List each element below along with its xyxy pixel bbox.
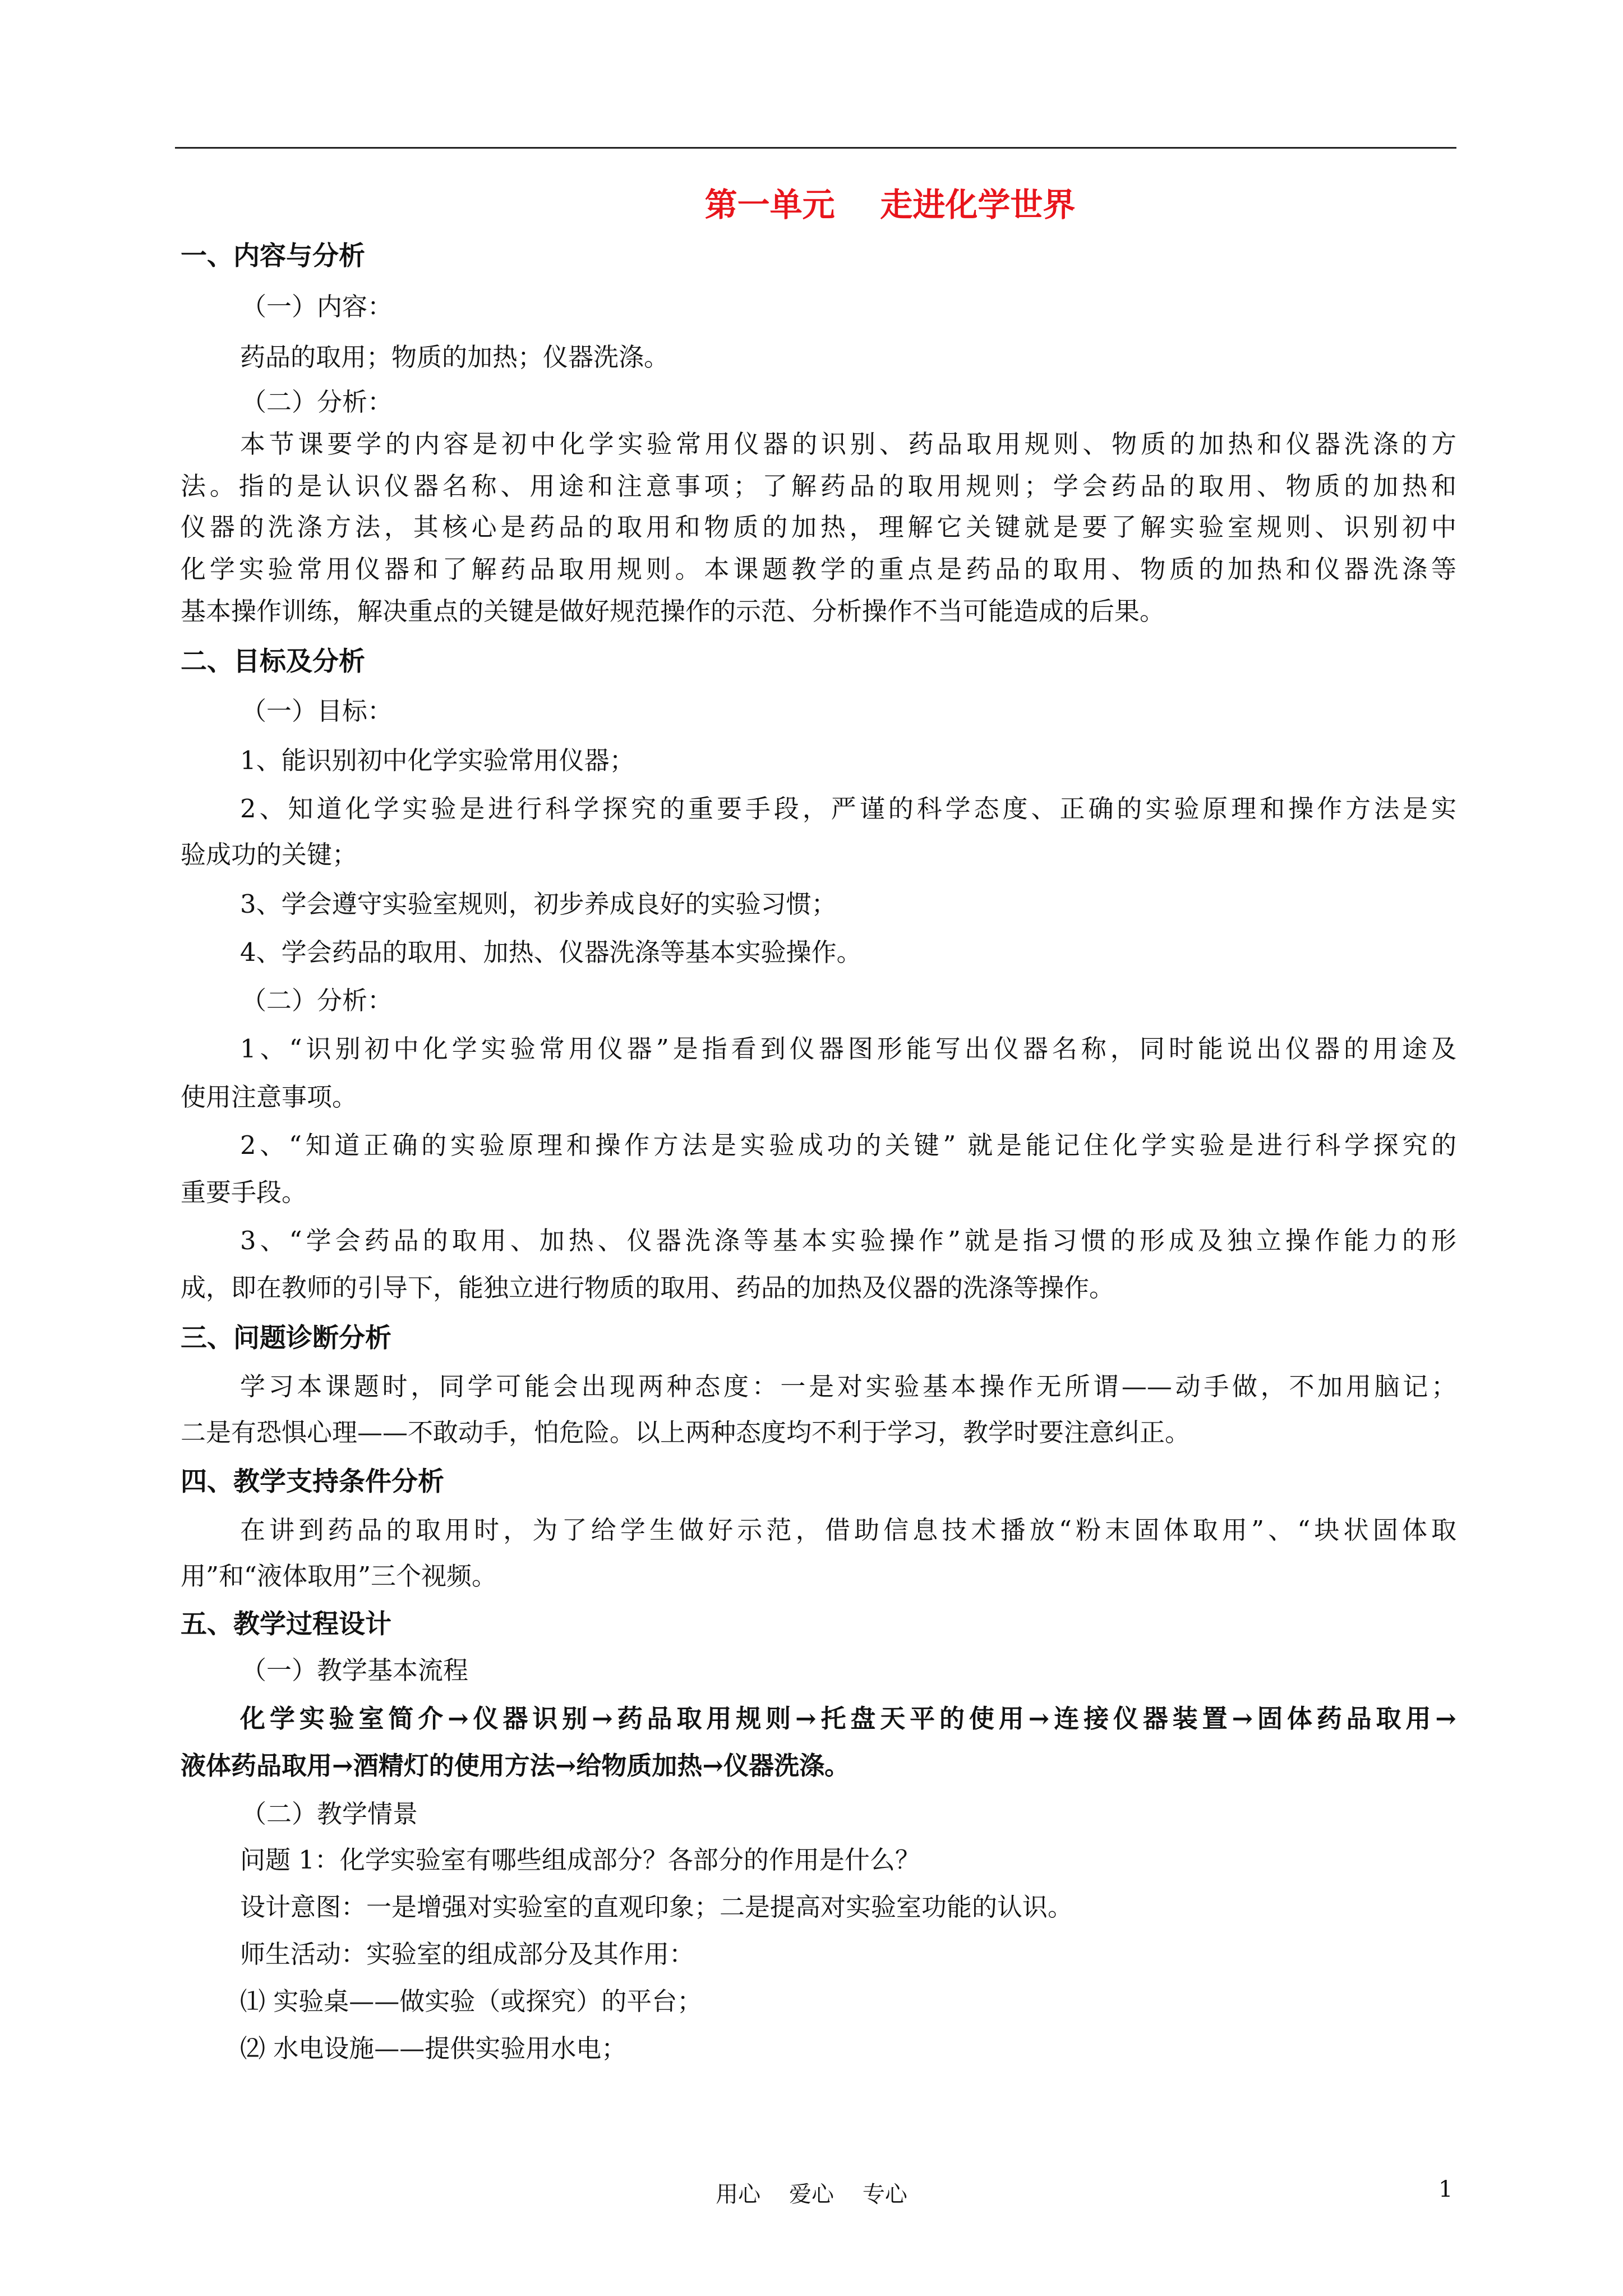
list-item: 4、学会药品的取用、加热、仪器洗涤等基本实验操作。 [240,937,862,967]
design-intent-line: 设计意图：一是增强对实验室的直观印象；二是提高对实验室功能的认识。 [240,1892,1073,1922]
list-item-continuation: 验成功的关键； [181,840,358,869]
subheading-content: （一）内容： [241,292,393,321]
subheading-basic-flow: （一）教学基本流程 [241,1655,469,1685]
paragraph-line: 仪器的洗涤方法，其核心是药品的取用和物质的加热，理解它关键就是要了解实验室规则、识别初中 [181,512,1456,542]
flow-line: 液体药品取用→酒精灯的使用方法→给物质加热→仪器洗涤。 [181,1751,850,1780]
heading-teaching-process: 五、教学过程设计 [181,1609,391,1640]
question-line: 问题 1：化学实验室有哪些组成部分？各部分的作用是什么？ [240,1845,920,1875]
list-item: 1、“识别初中化学实验常用仪器”是指看到仪器图形能写出仪器名称，同时能说出仪器的用途及 [240,1034,1456,1064]
paragraph-line: 用”和“液体取用”三个视频。 [181,1561,497,1591]
header-rule [175,147,1456,149]
subheading-scenario: （二）教学情景 [241,1799,418,1829]
paragraph-line: 化学实验常用仪器和了解药品取用规则。本课题教学的重点是药品的取用、物质的加热和仪器洗涤等 [181,554,1456,584]
paragraph-line: 本节课要学的内容是初中化学实验常用仪器的识别、药品取用规则、物质的加热和仪器洗涤的方 [240,429,1456,459]
heading-goals-analysis: 二、目标及分析 [181,646,365,677]
activity-line: 师生活动：实验室的组成部分及其作用： [240,1939,695,1969]
subheading-analysis: （二）分析： [241,387,393,417]
paragraph-line: 药品的取用；物质的加热；仪器洗涤。 [240,342,670,372]
heading-teaching-support: 四、教学支持条件分析 [181,1466,444,1497]
heading-content-analysis: 一、内容与分析 [181,241,365,272]
subheading-analysis: （二）分析： [241,986,393,1015]
paragraph-line: 在讲到药品的取用时，为了给学生做好示范，借助信息技术播放“粉末固体取用”、“块状固体取 [240,1515,1456,1545]
list-item-continuation: 使用注意事项。 [181,1082,358,1112]
list-item: 1、能识别初中化学实验常用仪器； [240,746,635,775]
paragraph-line: 基本操作训练，解决重点的关键是做好规范操作的示范、分析操作不当可能造成的后果。 [181,596,1165,626]
list-item: 3、学会遵守实验室规则，初步养成良好的实验习惯； [240,889,837,919]
list-item-continuation: 重要手段。 [181,1177,307,1207]
flow-line: 化学实验室简介→仪器识别→药品取用规则→托盘天平的使用→连接仪器装置→固体药品取用→ [240,1704,1456,1733]
list-item: ⑴ 实验桌——做实验（或探究）的平台； [240,1986,703,2016]
paragraph-line: 学习本课题时，同学可能会出现两种态度：一是对实验基本操作无所谓——动手做，不加用脑记； [240,1372,1456,1401]
page-footer: 用心 爱心 专心 [716,2182,907,2207]
page-number: 1 [1438,2177,1453,2202]
page-title: 第一单元 走进化学世界 [704,186,1076,224]
list-item: 2、“知道正确的实验原理和操作方法是实验成功的关键” 就是能记住化学实验是进行科学探究的 [240,1130,1456,1160]
paragraph-line: 法。指的是认识仪器名称、用途和注意事项；了解药品的取用规则；学会药品的取用、物质的加热和 [181,471,1456,501]
list-item-continuation: 成，即在教师的引导下，能独立进行物质的取用、药品的加热及仪器的洗涤等操作。 [181,1273,1115,1303]
list-item: 3、“学会药品的取用、加热、仪器洗涤等基本实验操作”就是指习惯的形成及独立操作能力的形 [240,1226,1456,1255]
subheading-goals: （一）目标： [241,696,393,726]
list-item: ⑵ 水电设施——提供实验用水电； [240,2033,627,2063]
list-item: 2、知道化学实验是进行科学探究的重要手段，严谨的科学态度、正确的实验原理和操作方法是实 [240,794,1456,823]
paragraph-line: 二是有恐惧心理——不敢动手，怕危险。以上两种态度均不利于学习，教学时要注意纠正。 [181,1418,1191,1447]
heading-problem-diagnosis: 三、问题诊断分析 [181,1323,391,1354]
